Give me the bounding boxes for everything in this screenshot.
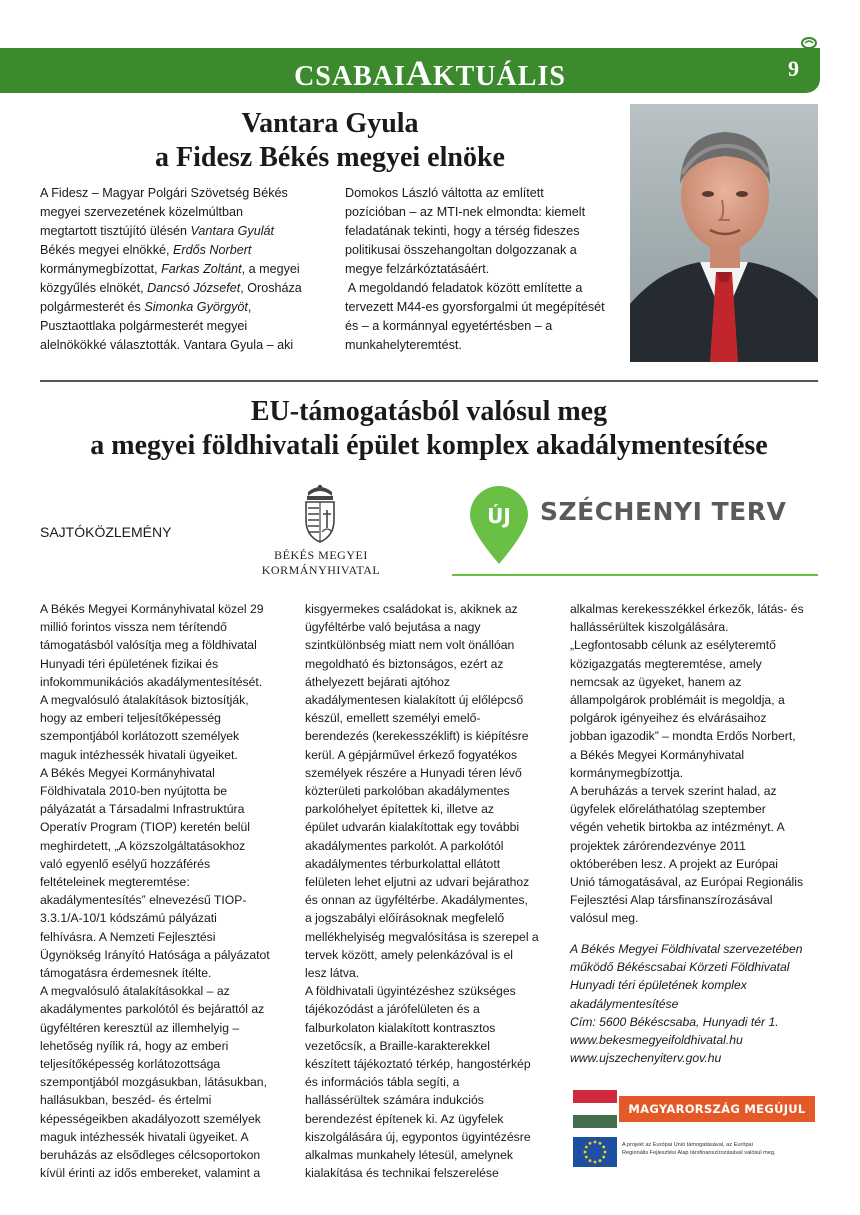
article2-text-line: Ügynökség Irányító Hatósága a pályázatot [40, 947, 270, 962]
article2-text-line: akadálymentesítés” elnevezésű TIOP- [40, 893, 247, 908]
contact-info-line: www.bekesmegyeifoldhivatal.hu [570, 1033, 743, 1048]
article1-text-line: tervezett M44-es gyorsforgalmi út megépítését [345, 300, 605, 314]
article2-text-line: beruházás az elsődleges célcsoportokon [40, 1148, 261, 1163]
text-segment: , Orosháza [240, 281, 302, 295]
article2-text-line: szempontjából mozgásukban, látásukban, [40, 1075, 267, 1090]
article2-text-line: kerül. A gépjárművel érkező fogyatékos [305, 747, 518, 762]
article2-text-line: hallásukban, beszéd- és értelmi [40, 1093, 212, 1108]
article2-text-line: valósul meg. [570, 911, 639, 926]
article1-text-line: és – a kormánnyal egyetértésben – a [345, 319, 553, 333]
article2-text-line: lehetőség nyílik rá, hogy az emberi [40, 1038, 229, 1053]
article1-text-line [40, 279, 320, 298]
article2-text-line: „Legfontosabb célunk az esélyteremtő [570, 638, 776, 653]
contact-info-block [570, 940, 820, 1067]
hungarian-coat-of-arms-icon [300, 482, 340, 544]
article2-text-line: Unió támogatásával, az Európai Regionális [570, 875, 804, 890]
article1-title-line1: Vantara Gyula [241, 108, 419, 139]
article1-text-line [40, 260, 320, 279]
article2-text-line: A megvalósuló átalakításokkal – az [40, 984, 230, 999]
article2-column1 [40, 600, 298, 1183]
text-segment: alelnökökké választották. Vantara Gyula – aki [40, 338, 294, 352]
article1-text-line [40, 298, 320, 317]
eu-note-line2: Regionális Fejlesztési Alap társfinanszírozásával valósul meg. [622, 1150, 776, 1156]
article1-title-line2: a Fidesz Békés megyei elnöke [155, 142, 505, 173]
article2-text-line: kormánymegbízottja. [570, 765, 684, 780]
szechenyi-new-label: ÚJ [487, 504, 511, 528]
eu-flag-icon [573, 1137, 617, 1167]
article1-text-line: pozícióban – az MTI-nek elmondta: kiemelt [345, 205, 586, 219]
article2-text-line: meghirdetett, „A közszolgáltatásokhoz [40, 838, 246, 853]
article2-text-line: kialakítása és technikai felszerelése [305, 1166, 499, 1181]
article2-text-line: személyek részére a Hunyadi téren lévő [305, 765, 522, 780]
article2-text-line: felhívásra. A Nemzeti Fejlesztési [40, 929, 216, 944]
article1-text-line [40, 184, 320, 203]
article2-text-line: A Békés Megyei Kormányhivatal közel 29 [40, 602, 264, 616]
article2-text-line: ügyféltérbe való bejutása a nagy [305, 620, 481, 635]
article2-text-line: projektek zárórendezvénye 2011 [570, 838, 746, 853]
article2-text-line: Fejlesztési Alap társfinanszírozásával [570, 893, 773, 908]
article2-text-line: A Békés Megyei Kormányhivatal [40, 765, 215, 780]
article2-text-line: készített tájékoztató térkép, hangostérkép [305, 1057, 531, 1072]
article2-text-line: akadálymentes térburkolattal ellátott [305, 856, 501, 871]
article2-text-line: vezetőcsík, a Braille-karakterekkel [305, 1038, 490, 1053]
text-segment: közgyűlés elnökét, [40, 281, 148, 295]
text-segment: , a megyei [241, 262, 300, 276]
article2-text-line: akadálymentes parkolótól és bejárattól az [40, 1002, 265, 1017]
article2-text-line: lesz látva. [305, 966, 360, 981]
article2-text-line: kívül érinti az idős embereket, valamint a [40, 1166, 261, 1181]
contact-info-line: www.ujszechenyiterv.gov.hu [570, 1051, 722, 1066]
contact-info-line: A Békés Megyei Földhivatal szervezetében [570, 942, 803, 956]
article2-text-line: közigazgatás megteremtése, amely [570, 656, 762, 671]
article1-column2 [345, 184, 625, 355]
article2-text-line: alkalmas kerekesszékkel érkezők, látás- és [570, 602, 804, 616]
article2-text-line: szintkülönbség miatt nem volt önállóan [305, 638, 515, 653]
article2-text-line: 3.3.1/A-10/1 kódszámú pályázati [40, 911, 217, 926]
map-pin-icon [468, 484, 530, 566]
text-segment: Pusztaottlaka polgármesterét megyei [40, 319, 248, 333]
office-logo-line1: BÉKÉS MEGYEI [274, 548, 368, 562]
article2-text-line: októberében lesz. A projekt az Európai [570, 856, 778, 871]
article2-text-line: kiszolgálására új, egypontos ügyintézésre [305, 1129, 531, 1144]
article2-text-line: áthelyezett bejárati ajtóhoz [305, 674, 450, 689]
article2-text-line: hallássérültek számára indukciós [305, 1093, 484, 1108]
article2-text-line: megoldható és biztonságos, ezért az [305, 656, 504, 671]
article2-column2 [305, 600, 563, 1183]
article2-text-line: mellékhelyiség megvalósítása is szerepel a [305, 929, 539, 944]
article1-text-line: feladatának tekinti, hogy a térség fideszes [345, 224, 580, 238]
contact-info-line: Cím: 5600 Békéscsaba, Hunyadi tér 1. [570, 1014, 779, 1029]
text-segment: megtartott tisztújító ülésén [40, 224, 191, 238]
page-number: 9 [788, 56, 799, 81]
text-segment: kormánymegbízottat, [40, 262, 162, 276]
article2-title-line2: a megyei földhivatali épület komplex akadálymentesítése [90, 430, 768, 461]
article2-text-line: hallássérültek kiszolgálására. [570, 620, 729, 635]
article2-text-line: jobban igazodik” – mondta Erdős Norbert, [570, 729, 796, 744]
article2-text-line: való egyenlő esélyű hozzáférés [40, 856, 211, 871]
article2-text-line: épület udvarán kialakítottak egy további [305, 820, 520, 835]
title-part2: KTUÁLIS [432, 61, 566, 92]
article2-text-line: maguk intézhessék hivatali ügyeiket. [40, 747, 238, 762]
person-name: Erdős Norbert [173, 243, 252, 257]
article2-text-line: és onnan az ügyféltérbe. Akadálymentes, [305, 893, 528, 908]
press-release-label: SAJTÓKÖZLEMÉNY [40, 524, 172, 540]
article1-text-line [40, 222, 320, 241]
article2-text-line: berendezés (kerekesszéklift) is kiépítésre [305, 729, 529, 744]
article2-text-line: Operatív Program (TIOP) keretén belül [40, 820, 250, 835]
article2-text-line: felületen lehet eljutni az udvari bejárathoz [305, 875, 530, 890]
hungarian-flag-icon [573, 1090, 617, 1128]
text-segment: megyei szervezetének közelmúltban [40, 205, 244, 219]
section-divider [40, 380, 818, 382]
article2-text-line: közterületi parkolóban akadálymentes [305, 784, 510, 799]
article2-text-line: berendezést építenek ki. Az ügyfelek [305, 1111, 504, 1126]
magazine-title [0, 48, 860, 93]
article2-text-line: alkalmas munkahely létesül, amelynek [305, 1148, 513, 1163]
article2-text-line: A beruházás a tervek szerint halad, az [570, 784, 777, 799]
article2-text-line: tervek között, amely pelenkázóval is el [305, 947, 513, 962]
text-segment: Békés megyei elnökké, [40, 243, 174, 257]
article1-text-line [40, 317, 320, 336]
article2-title-line1: EU-támogatásból valósul meg [250, 396, 608, 427]
title-big-letter: A [405, 53, 433, 93]
article1-text-line: munkahelyteremtést. [345, 338, 462, 352]
article2-text-line: kisgyermekes családokat is, akiknek az [305, 602, 518, 616]
article2-text-line: és információs tábla segíti, a [305, 1075, 460, 1090]
article2-text-line: ügyfelek előreláthatólag szeptember [570, 802, 766, 817]
article2-text-line: a jogszabályi előírásoknak megfelelő [305, 911, 505, 926]
article2-column3 [570, 600, 820, 928]
article2-text-line: támogatásra érdemesnek ítélte. [40, 966, 212, 981]
person-name: Farkas Zoltánt [161, 262, 242, 276]
article1-text-line [40, 336, 320, 355]
article2-text-line: parkolóhelyet építettek ki, illetve az [305, 802, 495, 817]
article1-text-line: politikusai összehangoltan dolgozzanak a [345, 243, 577, 257]
article2-text-line: akadálymentesen kialakított új előlépcső [305, 693, 524, 708]
article1-text-line: A megoldandó feladatok között említette a [345, 281, 583, 295]
article2-text-line: szempontjából korlátozott személyek [40, 729, 240, 744]
text-segment: polgármesterét és [40, 300, 145, 314]
article2-text-line: falburkolaton kialakított kontrasztos [305, 1020, 496, 1035]
article1-text-line [40, 241, 320, 260]
eu-note-line1: A projekt az Európai Unió támogatásával, az Európai [622, 1142, 753, 1148]
article2-text-line: millió forintos vissza nem térítendő [40, 620, 227, 635]
article1-text-line [40, 203, 320, 222]
article2-text-line: a Békés Megyei Kormányhivatal [570, 747, 745, 762]
article2-text-line: A megvalósuló átalakítások biztosítják, [40, 693, 249, 708]
text-segment: A Fidesz – Magyar Polgári Szövetség Békés [40, 186, 288, 200]
article1-text-line: Domokos László váltotta az említett [345, 186, 544, 200]
portrait-photo [630, 104, 818, 362]
article2-text-line: hogy az emberi teljesítőképesség [40, 711, 221, 726]
article2-text-line: infokommunikációs akadálymentesítését. [40, 674, 263, 689]
article2-text-line: nemcsak az ügyeket, hanem az [570, 674, 742, 689]
article1-column1 [40, 184, 320, 355]
article2-text-line: képességeikben akadályozott személyek [40, 1111, 261, 1126]
contact-info-line: működő Békéscsabai Körzeti Földhivatal [570, 960, 790, 975]
article2-text-line: pályázatát a Társadalmi Infrastruktúra [40, 802, 245, 817]
article2-text-line: feltételeinek megteremtése: [40, 875, 190, 890]
article2-text-line: maguk intézhessék hivatali ügyeiket. A [40, 1129, 249, 1144]
ornament-icon [800, 36, 818, 50]
person-name: Dancsó Józsefet [147, 281, 241, 295]
article2-text-line: akadálymentes parkolót. A parkolótól [305, 838, 504, 853]
article2-text-line: A földhivatali ügyintézéshez szükséges [305, 984, 516, 999]
article2-text-line: tájékozódást a járófelületen és a [305, 1002, 480, 1017]
contact-info-line: Hunyadi téri épületének komplex [570, 978, 747, 993]
eu-funding-note [622, 1141, 820, 1157]
szechenyi-plan-logo-text: SZÉCHENYI TERV [540, 497, 787, 526]
article2-text-line: Hunyadi téri épületének fizikai és [40, 656, 219, 671]
article1-text-line: megye felzárkóztatásáért. [345, 262, 490, 276]
person-name: Vantara Gyulát [190, 224, 275, 238]
article2-text-line: teljesítőképesség korlátozottsága [40, 1057, 221, 1072]
article2-text-line: állampolgárok problémáit is megoldja, a [570, 693, 785, 708]
article2-text-line: készül, emellett személyi emelő- [305, 711, 481, 726]
office-logo-line2: KORMÁNYHIVATAL [261, 563, 381, 577]
article2-text-line: támogatásból valósítja meg a földhivatal [40, 638, 257, 653]
article2-text-line: ügyféltéren keresztül az illemhelyig – [40, 1020, 240, 1035]
contact-info-line: akadálymentesítése [570, 996, 679, 1011]
article2-text-line: végén vehetik birtokba az intézményt. A [570, 820, 785, 835]
title-part1: CSABAI [294, 61, 406, 92]
szechenyi-underline [452, 574, 818, 576]
text-segment: , [247, 300, 252, 314]
person-name: Simonka Györgyöt [144, 300, 248, 314]
hungary-renews-banner: MAGYARORSZÁG MEGÚJUL [619, 1096, 815, 1122]
article2-text-line: polgárok igényeihez és elvárásaihoz [570, 711, 767, 726]
article2-text-line: Földhivatala 2010-ben nyújtotta be [40, 784, 228, 799]
